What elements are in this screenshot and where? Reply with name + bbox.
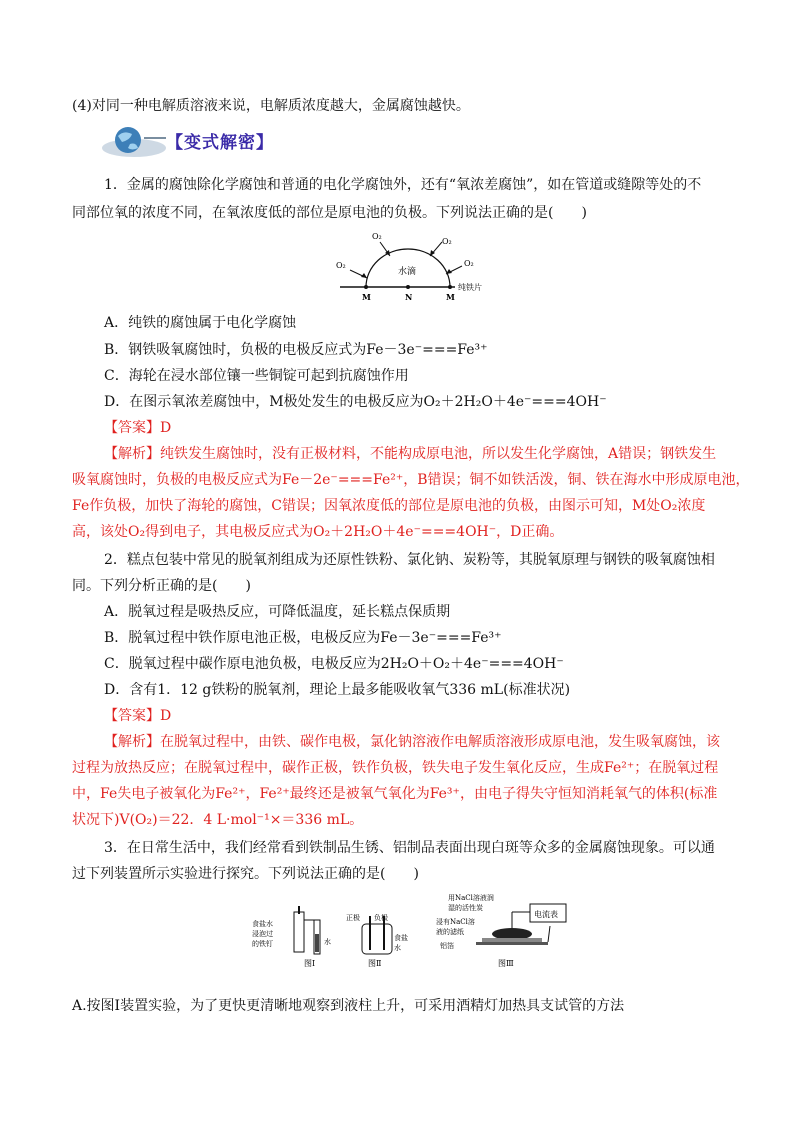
q2-analysis-line1: 【解析】在脱氧过程中，由铁、碳作电极，氯化钠溶液作电解质溶液形成原电池，发生吸氧腐蚀，该 xyxy=(104,734,720,750)
q3-stem-line2: 过下列装置所示实验进行探究。下列说法正确的是( ) xyxy=(72,866,419,882)
q2-option-a: A．脱氧过程是吸热反应，可降低温度，延长糕点保质期 xyxy=(104,604,451,620)
point-m-right: M xyxy=(446,292,455,302)
o2-top-right-label: O₂ xyxy=(442,237,452,246)
fig3-label-top-line1: 用NaCl溶液润 xyxy=(448,894,494,902)
fig1-water-label: 水 xyxy=(324,938,331,946)
q1-analysis-line4: 高，该处O₂得到电子，其电极反应式为O₂＋2H₂O＋4e⁻===4OH⁻，D正确。 xyxy=(72,524,564,540)
q1-analysis-line3: Fe作负极，加快了海轮的腐蚀，C错误；因氧浓度低的部位是原电池的负极，由图示可知，M处O₂浓度 xyxy=(72,498,706,514)
fig3-label-mid-line2: 液的滤纸 xyxy=(436,928,464,936)
fig3-meter-label: 电流表 xyxy=(534,910,558,919)
q3-option-a: A.按图Ⅰ装置实验，为了更快更清晰地观察到液柱上升，可采用酒精灯加热具支试管的方法 xyxy=(72,998,625,1014)
q1-answer: 【答案】D xyxy=(104,420,172,436)
fig1-label-line1: 食盐水 xyxy=(252,920,273,928)
q1-analysis-line2: 吸氧腐蚀时，负极的电极反应式为Fe－2e⁻===Fe²⁺，B错误；铜不如铁活泼，铜、铁在海水中形成原电池， xyxy=(72,472,750,488)
q2-stem-line1: 2．糕点包装中常见的脱氧剂组成为还原性铁粉、氯化钠、炭粉等，其脱氧原理与钢铁的吸氧腐蚀相 xyxy=(104,552,715,568)
globe-icon xyxy=(100,124,168,160)
q2-stem-line2: 同。下列分析正确的是( ) xyxy=(72,578,251,594)
fig1-label-line2: 浸泡过 xyxy=(252,930,273,938)
point-m-left: M xyxy=(362,292,371,302)
fig3-caption: 图Ⅲ xyxy=(498,959,514,968)
q2-answer: 【答案】D xyxy=(104,708,172,724)
o2-top-left-label: O₂ xyxy=(372,232,382,241)
fig2-pos-label: 正极 xyxy=(346,914,360,922)
q2-option-d: D．含有1．12 g铁粉的脱氧剂，理论上最多能吸收氧气336 mL(标准状况) xyxy=(104,682,571,698)
point-n: N xyxy=(405,292,413,302)
q1-diagram xyxy=(330,228,500,304)
q2-analysis-line4: 状况下)V(O₂)＝22．4 L·mol⁻¹×＝336 mL。 xyxy=(72,812,364,828)
q2-analysis-line3: 中，Fe失电子被氧化为Fe²⁺，Fe²⁺最终还是被氧气氧化为Fe³⁺，由电子得失守恒知消耗氧气的体积(标准 xyxy=(72,786,718,802)
fig3-label-mid-line1: 浸有NaCl溶 xyxy=(436,918,475,926)
q1-option-b: B．钢铁吸氧腐蚀时，负极的电极反应式为Fe－3e⁻===Fe³⁺ xyxy=(104,342,488,358)
q1-option-a: A．纯铁的腐蚀属于电化学腐蚀 xyxy=(104,315,297,331)
q3-apparatus-figure xyxy=(250,890,570,970)
q1-option-d: D．在图示氧浓差腐蚀中，M极处发生的电极反应为O₂＋2H₂O＋4e⁻===4OH⁻ xyxy=(104,394,607,410)
q1-stem-line1: 1．金属的腐蚀除化学腐蚀和普通的电化学腐蚀外，还有“氧浓差腐蚀”，如在管道或缝隙等处的不 xyxy=(104,177,702,193)
q1-stem-line2: 同部位氧的浓度不同，在氧浓度低的部位是原电池的负极。下列说法正确的是( ) xyxy=(72,205,587,221)
fig2-salt-label-line1: 食盐 xyxy=(394,934,408,942)
fig2-neg-label: 负极 xyxy=(374,914,388,922)
q1-option-c: C．海轮在浸水部位镶一些铜锭可起到抗腐蚀作用 xyxy=(104,368,409,384)
fig2-salt-label-line2: 水 xyxy=(394,944,401,952)
o2-left-label: O₂ xyxy=(336,261,346,270)
q2-analysis-line2: 过程为放热反应；在脱氧过程中，碳作正极，铁作负极，铁失电子发生氧化反应，生成Fe²⁺；在脱氧过程 xyxy=(72,760,719,776)
q3-stem-line1: 3．在日常生活中，我们经常看到铁制品生锈、铝制品表面出现白斑等众多的金属腐蚀现象。可以通 xyxy=(104,840,715,856)
plate-label: 纯铁片 xyxy=(458,283,482,292)
fig3-label-bot: 铝箔 xyxy=(440,942,454,950)
o2-right-label: O₂ xyxy=(464,259,474,268)
section-title: 【变式解密】 xyxy=(166,133,274,153)
q2-option-c: C．脱氧过程中碳作原电池负极，电极反应为2H₂O＋O₂＋4e⁻===4OH⁻ xyxy=(104,656,564,672)
fig3-label-top-line2: 湿的活性炭 xyxy=(448,904,483,912)
water-drop-label: 水滴 xyxy=(398,267,417,277)
intro-line: (4)对同一种电解质溶液来说，电解质浓度越大，金属腐蚀越快。 xyxy=(72,98,470,114)
q1-analysis-line1: 【解析】纯铁发生腐蚀时，没有正极材料，不能构成原电池，所以发生化学腐蚀，A错误；钢铁发生 xyxy=(104,446,717,462)
fig2-caption: 图Ⅱ xyxy=(368,959,382,968)
fig1-label-line3: 的铁钉 xyxy=(252,940,273,948)
fig1-caption: 图Ⅰ xyxy=(304,959,316,968)
q2-option-b: B．脱氧过程中铁作原电池正极，电极反应为Fe－3e⁻===Fe³⁺ xyxy=(104,630,502,646)
